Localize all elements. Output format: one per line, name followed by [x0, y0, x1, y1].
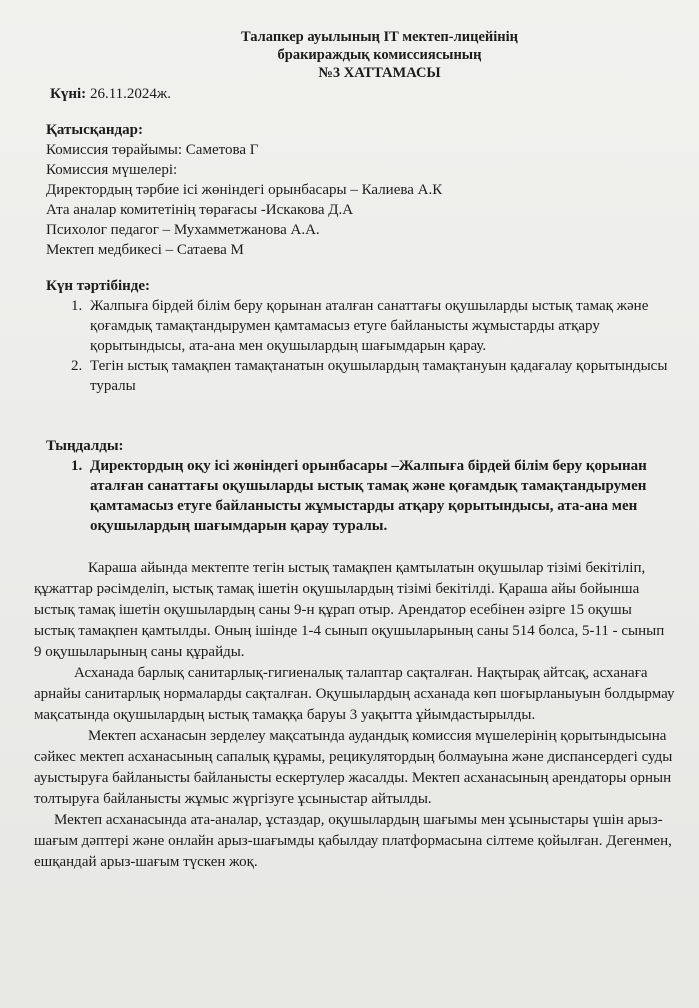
- participant-line: Мектеп медбикесі – Сатаева М: [46, 242, 244, 258]
- body-paragraph: Мектеп асханасында ата-аналар, ұстаздар, оқушылардың шағымы мен ұсыныстары үшін арыз-шағым дәптері және онлайн арыз-шағымды қабылдау платформасына сілтеме қойылған. Дегенмен, ешқандай арыз-шағым түскен жоқ.: [34, 812, 672, 870]
- participant-line: Психолог педагог – Мухамметжанова А.А.: [46, 222, 320, 238]
- date-label: Күні:: [50, 86, 87, 102]
- participant-line: Комиссия мүшелері:: [46, 162, 178, 178]
- agenda-heading: Күн тәртібінде:: [46, 278, 151, 294]
- body-paragraph: Мектеп асханасын зерделеу мақсатында аудандық комиссия мүшелерінің қорытындысына сәйкес мектеп асханасының сапалық құрамы, рецикулятордың болмауына және диспансердегі суды ауыстыруға байланысты байланысты ескертулер жасалды. Мектеп асханасының арендаторы орнын толтыруға байланысты жұмыс жүргізуге ұсыныстар айтылды.: [34, 728, 673, 807]
- title-line-3: №3 ХАТТАМАСЫ: [318, 65, 441, 81]
- agenda-list: [46, 296, 679, 396]
- body-text: [34, 558, 675, 873]
- agenda-item: 1. Жалпыға бірдей білім беру қорынан аталған санаттағы оқушыларды ыстық тамақ және қоғамдық тамақтандырумен қамтамасыз етуге байланысты жұмыстарды атқару қорытындысы, ата-ана мен оқушылардың шағымдарын қарау.: [86, 296, 679, 356]
- heard-section: [46, 436, 679, 536]
- date-value: 26.11.2024ж.: [89, 86, 171, 102]
- body-paragraph: Караша айында мектепте тегін ыстық тамақпен қамтылатын оқушылар тізімі бекітіліп, құжаттар рәсімделіп, ыстық тамақ ішетін оқушылардың тізімі бекітілді. Қараша айы бойынша ыстық тамақ ішетін оқушылардың саны 9-н құрап отыр. Арендатор есебінен әзірге 15 оқушы ыстық тамақпен қамтылды. Оның ішінде 1-4 сынып оқушыларының саны 514 болса, 5-11 - сынып 9 оқушыларының саны құрайды.: [34, 560, 665, 660]
- body-paragraph: Асханада барлық санитарлық-гигиеналық талаптар сақталған. Нақтырақ айтсақ, асханаға арнайы санитарлық нормаларды сақталған. Оқушылардың асханада көп шоғырланыуын болдырмау мақсатында оқушылардың ыстық тамаққа баруы 3 уақытта ұйымдастырылды.: [34, 665, 675, 723]
- agenda-section: [46, 276, 679, 396]
- participant-line: Комиссия төрайымы: Саметова Г: [46, 142, 259, 158]
- heard-list: [46, 456, 679, 536]
- title-line-2: бракираждық комиссиясының: [277, 47, 482, 63]
- title-line-1: Талапкер ауылының IT мектеп-лицейінің: [240, 29, 519, 45]
- date-line: [50, 86, 171, 103]
- participant-line: Ата аналар комитетінің төрағасы -Искакова Д.А: [46, 202, 354, 218]
- agenda-item: 2. Тегін ыстық тамақпен тамақтанатын оқушылардың тамақтануын қадағалау қорытындысы туралы: [86, 356, 679, 396]
- participants-section: [46, 120, 679, 260]
- heard-heading: Тыңдалды:: [46, 438, 124, 454]
- participant-line: Директордың тәрбие ісі жөніндегі орынбасары – Калиева А.К: [46, 182, 443, 198]
- document-title: [0, 28, 699, 82]
- participants-heading: Қатысқандар:: [46, 122, 143, 138]
- heard-item: 1. Директордың оқу ісі жөніндегі орынбасары –Жалпыға бірдей білім беру қорынан аталған санаттағы оқушыларды ыстық тамақ және қоғамдық тамақтандырумен қамтамасыз етуге байланысты жұмыстарды атқару қорытындысы, ата-ана мен оқушылардың шағымдарын қарау туралы.: [86, 456, 679, 536]
